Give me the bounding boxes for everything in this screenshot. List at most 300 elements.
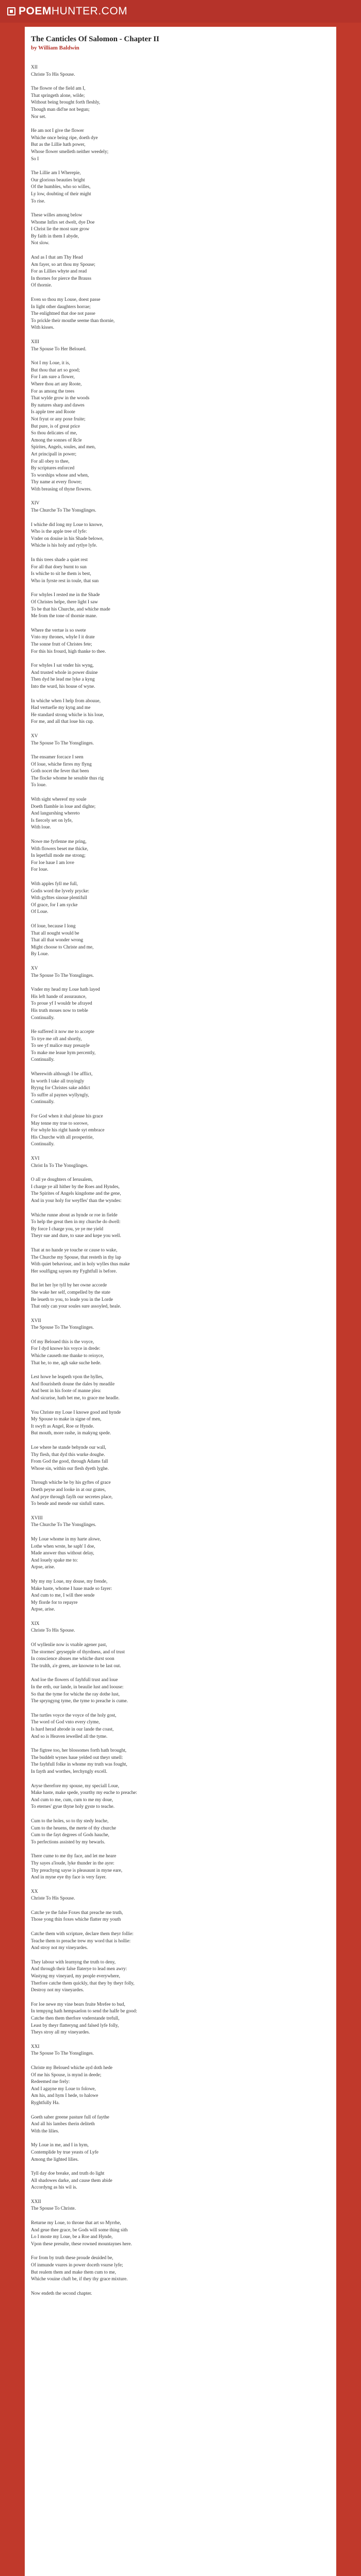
poem-line: Not fryut or any poxe fruite; [31, 416, 86, 422]
poem-line: Vnder on douise in his Shade belowe, [31, 536, 104, 541]
poem-line: Byyng for Christes sake addict [31, 1086, 90, 1091]
poem-line: To trye me oft and shortly, [31, 1036, 82, 1042]
poem-line: With quiet behaviour, and in holy wylles thus make [31, 1262, 130, 1267]
poem-line: Continually. [31, 1057, 55, 1063]
poem-line: So I [31, 156, 39, 162]
poem-stanza [31, 1156, 330, 1170]
poem-line: Doeth peyse and looke in at our grates, [31, 1487, 106, 1493]
poem-stanza [31, 297, 330, 332]
poem-line: Whose sin, within our flesh dyeth lyghe. [31, 1466, 109, 1471]
poem-line: He am not I give the flower [31, 128, 84, 134]
poem-stanza [31, 1410, 330, 1437]
poem-line: With breasing of thyne flowres. [31, 486, 92, 492]
poem-line: In light other daughters horrae; [31, 304, 91, 310]
poem-line: Wastyng my vineyard, my people everywhere, [31, 1974, 120, 1979]
poem-line: Whiche runne about as hynde or roe in fielde [31, 1212, 118, 1218]
poem-line: XII [31, 65, 38, 70]
poem-line: For whyles I sat vnder his wyng, [31, 663, 94, 669]
poem-line: The Lillie am I Wherepie, [31, 171, 81, 176]
poem-line: My florde for to repayre [31, 1600, 78, 1605]
poem-line: And cum to me, cum, cum to me my doue, [31, 1797, 113, 1803]
poem-stanza [31, 592, 330, 620]
poem-stanza [31, 1959, 330, 1994]
poem-line: To loue. [31, 783, 47, 788]
poem-line: Thy flesh, that dyd this wurke doughe. [31, 1452, 105, 1458]
poem-line: Thy preachyng sayse is pleasaunt in myne eare, [31, 1868, 123, 1873]
poem-stanza [31, 360, 330, 493]
poem-stanza [31, 170, 330, 205]
poem-line: May tenne my true to sorowe, [31, 1121, 89, 1126]
poem-stanza [31, 987, 330, 1022]
poem-line: Arpse, arise. [31, 1565, 55, 1570]
poem-line: And bent in his foote of manne plea: [31, 1388, 102, 1394]
poem-line: In conscience abuses me whiche durst soon [31, 1656, 114, 1662]
poem-line: The sonne frutt of Christes fete; [31, 641, 92, 647]
poem-line: Vnder my head my Loue hath layed [31, 987, 100, 993]
poem-line: In fayth and worthes, lerchyngly excell. [31, 1769, 107, 1774]
poem-stanza [31, 1282, 330, 1310]
poem-line: Christe To His Spouse. [31, 1896, 75, 1902]
poem-line: Among the lighted lilies. [31, 2157, 79, 2162]
poem-stanza [31, 1029, 330, 1064]
poem-line: Make haste, whome I haue made so fayer: [31, 1586, 112, 1591]
poem-author[interactable]: by William Baldwin [31, 45, 79, 51]
poem-line: For as among the trees [31, 388, 75, 394]
poem-line: For loe newe my vine bears fruite Mrefee to bud, [31, 2002, 125, 2007]
poem-line: That at no hande ye touche or cause to wake, [31, 1247, 118, 1253]
poem-line: Returne my Loue, to throne that art so Myrrhe, [31, 2221, 121, 2226]
poem-line: In thornes for pierce the Brauss [31, 276, 91, 281]
poem-stanza [31, 2114, 330, 2136]
poem-line: Might choose to Christe and me, [31, 944, 94, 950]
poem-stanza [31, 1318, 330, 1332]
poem-line: Even so thou my Louse, doest passe [31, 297, 101, 303]
poem-line: Aryse therefore my spouse, my speciall Loue, [31, 1783, 119, 1789]
poem-line: To suffre al paynes wyllyngly, [31, 1092, 89, 1098]
poem-line: Is apple tree and Roote [31, 410, 75, 415]
poem-line: Of me his Spouse, is mynd in deede; [31, 2072, 102, 2078]
poem-line: I whiche did long my Loue to knowe, [31, 522, 103, 528]
poem-line: And flourisheth doune the dales by meadile [31, 1381, 115, 1387]
poem-line: And in your holy for weyffes' than the wyndes: [31, 1198, 122, 1204]
poem-line: Nor set. [31, 114, 46, 120]
poem-line: Accordyng as his wil is. [31, 2185, 77, 2191]
poem-line: Of loue, whiche firres my flyng [31, 761, 92, 767]
poem-line: To proue yf I wouldr be afrayed [31, 1001, 92, 1007]
poem-line: She wake her self, compelled by the state [31, 1290, 110, 1295]
poem-stanza [31, 522, 330, 550]
poem-line: Is whiche to sit he them is best, [31, 571, 91, 577]
poem-line: My Loue whome in my harte alowe, [31, 1536, 101, 1542]
poem-stanza [31, 2255, 330, 2283]
poem-stanza [31, 2065, 330, 2107]
poem-line: Theyr sue and dure, to saue and kepe you well. [31, 1233, 121, 1239]
poem-line: Is fiercely set on lyfe, [31, 818, 73, 823]
poem-stanza [31, 754, 330, 789]
poem-line: For all that doey burnt to sun [31, 564, 87, 570]
poem-stanza [31, 86, 330, 121]
poem-line: For all obey to thee, [31, 459, 70, 464]
poem-line: Be leueth to you, to leade you in the Lorde [31, 1297, 113, 1302]
poem-line: Whose flower smelleth neither weedely; [31, 149, 109, 155]
poem-line: To rise. [31, 198, 45, 204]
poem-line: It swyft as Angel, Roe or Hynde. [31, 1423, 94, 1429]
poem-line: Doeth flamble in loue and dighte; [31, 804, 96, 809]
poem-line: Teache them to preache trew my word that is hollie: [31, 1938, 131, 1944]
poem-line: To help the great then in my churche do dwell: [31, 1219, 121, 1225]
poem-line: Whiche causeth me thanke to reioyce, [31, 1353, 104, 1359]
poem-line: To prickle their mouthe seeme than thornie, [31, 318, 115, 324]
poem-line: And geue thee grace, be Gods will some thing sith [31, 2227, 128, 2233]
poem-line: Of wyllenlie now is vnable agener past, [31, 1642, 107, 1648]
poem-stanza [31, 1071, 330, 1106]
poem-stanza [31, 255, 330, 290]
poem-line: The Spirites of Angels kingdome and the gene, [31, 1191, 121, 1197]
poem-line: XVI [31, 1156, 40, 1161]
poem-line: Without being brought forth fleshly, [31, 100, 101, 106]
poem-stanza [31, 2220, 330, 2248]
poem-line: And through their false flaterye to lead men awry: [31, 1967, 127, 1972]
poem-stanza [31, 339, 330, 353]
poem-line: And in myne eye thy face is very fayer. [31, 1875, 107, 1880]
poem-line: Thy name at every flowre; [31, 480, 82, 485]
poem-line: Whiche once being ripe, doeth dye [31, 135, 98, 141]
poem-line: So thou delicates of me, [31, 431, 77, 436]
site-header [0, 0, 361, 23]
poem-line: Spirites, Angels, soules, and men, [31, 445, 96, 450]
poem-stanza [31, 1713, 330, 1740]
poem-line: To see yf malice may preuayle [31, 1043, 90, 1049]
poem-line: Through whiche he by his gyftes of grace [31, 1480, 111, 1486]
poem-stanza [31, 965, 330, 979]
poem-line: Cum to the fayt degrees of Gods hauche, [31, 1833, 109, 1838]
poem-line: XVIII [31, 1515, 43, 1521]
poem-line: To eternes' gyue thyne holy gyste to teache. [31, 1804, 115, 1810]
poem-line: Least by theyr flatteryng and falsed lyfe folly, [31, 2023, 119, 2028]
poem-line: And as I that am Thy Head [31, 255, 83, 261]
poem-stanza [31, 1374, 330, 1402]
poem-stanza [31, 1579, 330, 1614]
poem-stanza [31, 1113, 330, 1148]
poem-line: Contemplide by true yeasts of Lyfe [31, 2149, 99, 2155]
poem-line: And trusted whole in power diuine [31, 670, 98, 675]
poem-stanza [31, 663, 330, 690]
poem-line: Tyll day doe breake, and truth do light [31, 2171, 105, 2177]
poem-stanza [31, 1177, 330, 1205]
poem-line: Lest howe he leapeth vpon the hylles, [31, 1375, 104, 1380]
poem-line: Those yong thin foxes whiche flatter my youth [31, 1917, 121, 1923]
poem-line: The turtles voyce the voyce of the holy gost, [31, 1713, 117, 1718]
poem-line: With loue. [31, 825, 51, 831]
poem-stanza [31, 839, 330, 874]
poem-line: XXII [31, 2199, 41, 2205]
poem-line: The buddelt wynes haue yelded out theyr smell: [31, 1755, 123, 1760]
poem-line: Of inmunde vsures in power doceth vsurse lyfe; [31, 2263, 123, 2268]
poem-line: To perfections assisted by my bewarls. [31, 1839, 105, 1845]
poem-line: Cum to the heuens, the merte of thy churche [31, 1825, 116, 1831]
poem-stanza [31, 1677, 330, 1705]
poem-line: Who is the apple tree of lyfe: [31, 529, 87, 535]
poem-line: Christ In To The Yonsglinges. [31, 1163, 89, 1168]
poem-line: By faith in them I abyde, [31, 233, 79, 239]
poem-line: The enlightned that doe not passe [31, 311, 95, 317]
poem-line: And langurshing whereto [31, 811, 80, 817]
poem-line: Among the sonnes of Rcle [31, 437, 82, 443]
poem-stanza [31, 1783, 330, 1811]
poem-line: You Christe my Loue I knowe good and hynde [31, 1410, 121, 1415]
poem-stanza [31, 1910, 330, 1924]
poem-line: Redeemed me frely: [31, 2079, 70, 2085]
poem-line: For God when it shal please his grace [31, 1114, 103, 1120]
poem-line: Christe To His Spouse. [31, 72, 75, 77]
poem-line: By force I charge you, ye ye me yield [31, 1226, 104, 1232]
poem-line: Her soulfigng sayues my Fyghtfull is before. [31, 1268, 117, 1274]
poem-line: Wherewith although I be afflict, [31, 1072, 93, 1077]
poem-line: That wylde grow in the woods [31, 396, 90, 401]
poem-line: Destroy not my vineyardes. [31, 1988, 84, 1993]
poem-line: And I agayne my Loue to folowe, [31, 2086, 96, 2092]
poem-line: For loe haue I am love [31, 860, 74, 866]
poem-line: XIX [31, 1621, 40, 1626]
poem-line: For this his frourd, high thanke to thee. [31, 649, 106, 654]
poem-line: For whyle his right hande syt embrace [31, 1128, 105, 1133]
poem-line: I Christ lie the most sure grow [31, 227, 90, 232]
poem-line: But mouth, more rashe, in makyng spede. [31, 1431, 111, 1436]
poem-line: From God the good, through Adams fall [31, 1459, 108, 1465]
poem-line: His Churche with all prosperitie, [31, 1134, 94, 1140]
poem-line: XV [31, 965, 38, 971]
poem-stanza [31, 1931, 330, 1952]
poem-line: Catche then them therfore vnderstande trefull, [31, 2016, 120, 2021]
poem-line: With kisses. [31, 325, 55, 331]
poem-title: The Canticles Of Salomon - Chapter II [31, 35, 159, 43]
poem-line: The fayhfull folke in whome my truth was fought, [31, 1762, 127, 1768]
poem-line: The Churche To The Yonsglinges. [31, 508, 96, 514]
poem-line: Not slow. [31, 241, 50, 246]
poem-line: For I dyd knowe his voyce in drede: [31, 1346, 101, 1352]
poem-line: But realem them and make them cum to me, [31, 2269, 116, 2275]
poem-stanza [31, 1621, 330, 1635]
poem-line: XVII [31, 1318, 41, 1324]
poem-stanza [31, 796, 330, 832]
poem-line: And loe the flowers of fayhfull trust and loue [31, 1677, 118, 1683]
poem-line: My Spouse to make in signe of men, [31, 1417, 102, 1422]
poem-line: In whiche when I help from abouue, [31, 698, 101, 704]
poem-line: Into the wurd, his house of wyne. [31, 684, 95, 689]
poem-line: They labour with learnyng the truth to deny, [31, 1959, 116, 1965]
poem-body [31, 64, 330, 2297]
poem-stanza [31, 881, 330, 916]
poem-line: Therfore catche them quickly, that they by theyr folly, [31, 1980, 135, 1986]
poem-line: Catche ye the false Foxes that preache me truth, [31, 1910, 123, 1916]
poem-line: In worth I take all truyingly [31, 1078, 85, 1084]
poem-line: The Churche To The Yonsglinges. [31, 1522, 96, 1528]
poem-line: For me, and all that loue his cup. [31, 719, 94, 725]
poem-stanza [31, 2171, 330, 2192]
poem-line: He suffered it now me to accepte [31, 1029, 94, 1035]
poem-line: The word of God vnto every clyme, [31, 1720, 100, 1725]
poem-line: Christe To His Spouse. [31, 1628, 75, 1634]
poem-line: By natures sharp and dawes [31, 402, 85, 408]
poem-line: Make haste, make spede, yourthy my euche to preache: [31, 1790, 138, 1796]
poem-line: The stormes' geysepple of thyrdness, and of trust [31, 1649, 125, 1655]
poem-line: There cume to me thy face, and let me heare [31, 1854, 117, 1859]
poem-stanza [31, 500, 330, 514]
poem-stanza [31, 128, 330, 163]
poem-stanza [31, 1339, 330, 1367]
poem-line: Then dyd he lead me lyke a kyng [31, 677, 95, 683]
poem-stanza [31, 2002, 330, 2037]
poem-line: Now endeth the second chapter. [31, 2291, 92, 2296]
poem-line: XV [31, 733, 38, 739]
poem-line: In the erth, our lande, in beaulie lust and loouse: [31, 1685, 124, 1690]
poem-line: The Spouse To The Yonsglinges. [31, 973, 94, 978]
poem-line: That springeth alone, wilde; [31, 93, 85, 98]
logo-accent-text: HUNTER.COM [51, 5, 128, 17]
poem-line: Of the humbles, who so willes, [31, 184, 91, 190]
poem-stanza [31, 923, 330, 958]
poem-line: Vpon these presulte, these rowned mountaynes here. [31, 2241, 132, 2247]
poem-line: In tempyng hath hempsaelon to send the halfe be good: [31, 2009, 137, 2014]
poem-stanza [31, 1642, 330, 1670]
poem-line: Ly low, doubting of their might [31, 191, 91, 197]
poem-line: Arpse, arise. [31, 1607, 55, 1613]
poem-line: Our glorious beauties bright [31, 177, 85, 183]
poem-stanza [31, 557, 330, 585]
poem-line: To be that his Churche, and whiche made [31, 606, 110, 612]
poem-line: He standard strong whiche is his loue, [31, 712, 104, 718]
logo-text: POEM [19, 5, 52, 17]
poem-line: For loue. [31, 867, 48, 873]
poem-stanza [31, 64, 330, 78]
poem-line: Made answer thus without delay, [31, 1551, 94, 1556]
poem-line: That only can your soules sure assoyled, heale. [31, 1304, 121, 1310]
poem-stanza [31, 2291, 330, 2298]
poem-line: To make me leaue hym percently, [31, 1050, 96, 1056]
poem-stanza [31, 1247, 330, 1275]
poem-line: The Spouse To The Yonsglinges. [31, 740, 94, 746]
poem-stanza [31, 1889, 330, 1903]
poem-line: These willes among below [31, 213, 83, 218]
poem-stanza [31, 1445, 330, 1472]
poem-line: Is hard herad abrode in our lande the coast, [31, 1727, 114, 1732]
poem-line: Not I my Loue, it is, [31, 361, 70, 366]
poem-stanza [31, 212, 330, 247]
poem-line: But thou that art so good; [31, 367, 80, 373]
poem-line: The Churche my Spouse, that resteth in thy lap [31, 1255, 121, 1260]
poem-container [25, 27, 336, 2576]
poem-line: But pure, is of great price [31, 423, 80, 429]
poem-line: Goth nocet the fever that been [31, 769, 89, 774]
poem-line: Of Loue. [31, 909, 48, 915]
poem-line: For from by truth these proude deuided be, [31, 2256, 113, 2261]
poem-line: XIII [31, 340, 40, 345]
poem-stanza [31, 1212, 330, 1240]
poem-line: XIV [31, 501, 40, 506]
poem-line: The Spouse To The Yonsglinges. [31, 2051, 94, 2057]
poem-line: Of grace, for I am sycke [31, 902, 78, 908]
poem-line: Of loue, because I long [31, 923, 76, 929]
poem-line: Who in fyrste rest in toule, that sun [31, 578, 99, 584]
poem-line: So that the tyme for whiche the ray dothe lust, [31, 1691, 120, 1697]
poem-line: The Spouse To Christe. [31, 2206, 76, 2212]
poem-line: My Loue in me, and I in hym, [31, 2143, 89, 2148]
poem-stanza [31, 2044, 330, 2058]
poem-line: Of my Beloued this is the voyce, [31, 1339, 94, 1345]
poem-line: Christe my Beloued whiche ayd doth hede [31, 2065, 113, 2071]
poem-line: Continually. [31, 1015, 55, 1021]
poem-line: Catche them with scripture, declare them theyr follie: [31, 1931, 134, 1937]
poem-line: And so is Heaven iewelled all the tyme. [31, 1734, 108, 1739]
poem-line: The flocke whome he sesuble thus rig [31, 775, 104, 781]
poem-line: The spryngyng tyme, the tyme to preache is cume. [31, 1699, 128, 1704]
poem-line: Theys stroy all my vineyardes. [31, 2030, 90, 2036]
poem-line: Loe where he stande behynde our wall, [31, 1445, 106, 1450]
poem-line: Whiche vouine chaft be, if they thy grace mixture. [31, 2277, 128, 2282]
poem-line: In lepetfull mode me strong; [31, 853, 86, 859]
poem-line: With gyfttes sinoue plentifull [31, 895, 87, 901]
poem-line: By Loue. [31, 952, 49, 957]
poem-line: Am his, and hym I hede, to halowe [31, 2093, 99, 2099]
poem-line: Nowe me fyrfenne me pring, [31, 839, 87, 845]
poem-stanza [31, 1853, 330, 1881]
poem-line: Continually. [31, 1099, 55, 1105]
poem-stanza [31, 2199, 330, 2213]
poem-stanza [31, 1748, 330, 1775]
poem-line: And stroy not my vineyardes. [31, 1945, 88, 1951]
poem-line: Me from the tone of thornie mane. [31, 614, 97, 619]
poem-line: Lo I moste my Loue, be a Roe and Hynde, [31, 2234, 113, 2240]
poem-stanza [31, 1515, 330, 1529]
poem-line: To worships whose and when, [31, 472, 89, 478]
site-logo[interactable] [7, 5, 127, 18]
poem-line: And sicurise, hath bet me, to grace me headle. [31, 1396, 120, 1401]
poem-line: The Spouse To The Yonsglinges. [31, 1325, 94, 1331]
poem-line: That he, to me, agh sake suche hede. [31, 1360, 102, 1366]
logo-icon [7, 7, 15, 15]
poem-line: And all his lambes therin deliteth [31, 2122, 95, 2127]
poem-line: Whiche is his holy and rytlye lyfe. [31, 543, 97, 549]
poem-line: That all that wonder wrong [31, 938, 84, 943]
poem-line: His truth moues now to treble [31, 1008, 88, 1013]
poem-line: And prye through faylh our secretes place, [31, 1494, 113, 1500]
poem-line: Art principall in power; [31, 451, 77, 457]
poem-line: And cum to me, I will thee sende [31, 1593, 95, 1599]
poem-line: Cum to the holes, so to thy stedy leache, [31, 1818, 109, 1824]
poem-line: Vnto my thrones, whyle I it drate [31, 635, 95, 640]
poem-line: For as Lillies whyte and read [31, 269, 87, 275]
poem-line: Of thornie. [31, 283, 52, 289]
poem-line: To bende and mende our sinfull states. [31, 1501, 105, 1507]
poem-line: But let her lye tyll by her owne accorde [31, 1283, 107, 1289]
poem-line: That all nought would be [31, 930, 79, 936]
poem-line: My my my Loue, my douse, my frende, [31, 1579, 108, 1584]
poem-line: Godis word the lyvely prycke: [31, 888, 90, 894]
poem-line: Thy sayes a'loude, lyke thunder in the ayre: [31, 1860, 114, 1866]
poem-line: Where thou art any Roote, [31, 381, 82, 387]
poem-line: With the lilies. [31, 2128, 59, 2134]
poem-line: For whyles I rested me in the Shade [31, 592, 100, 598]
poem-line: Of Christes helpe, there light I saw [31, 600, 98, 605]
poem-line: The ensamer forcace I seen [31, 755, 84, 760]
poem-stanza [31, 733, 330, 747]
poem-line: Though man did'ne not begun; [31, 107, 90, 112]
poem-line: Continually. [31, 1142, 55, 1147]
poem-line: XX [31, 1889, 38, 1894]
poem-stanza [31, 628, 330, 655]
poem-stanza [31, 2142, 330, 2163]
poem-line: Whome Infirs set dwelt, dye Doe [31, 219, 95, 225]
